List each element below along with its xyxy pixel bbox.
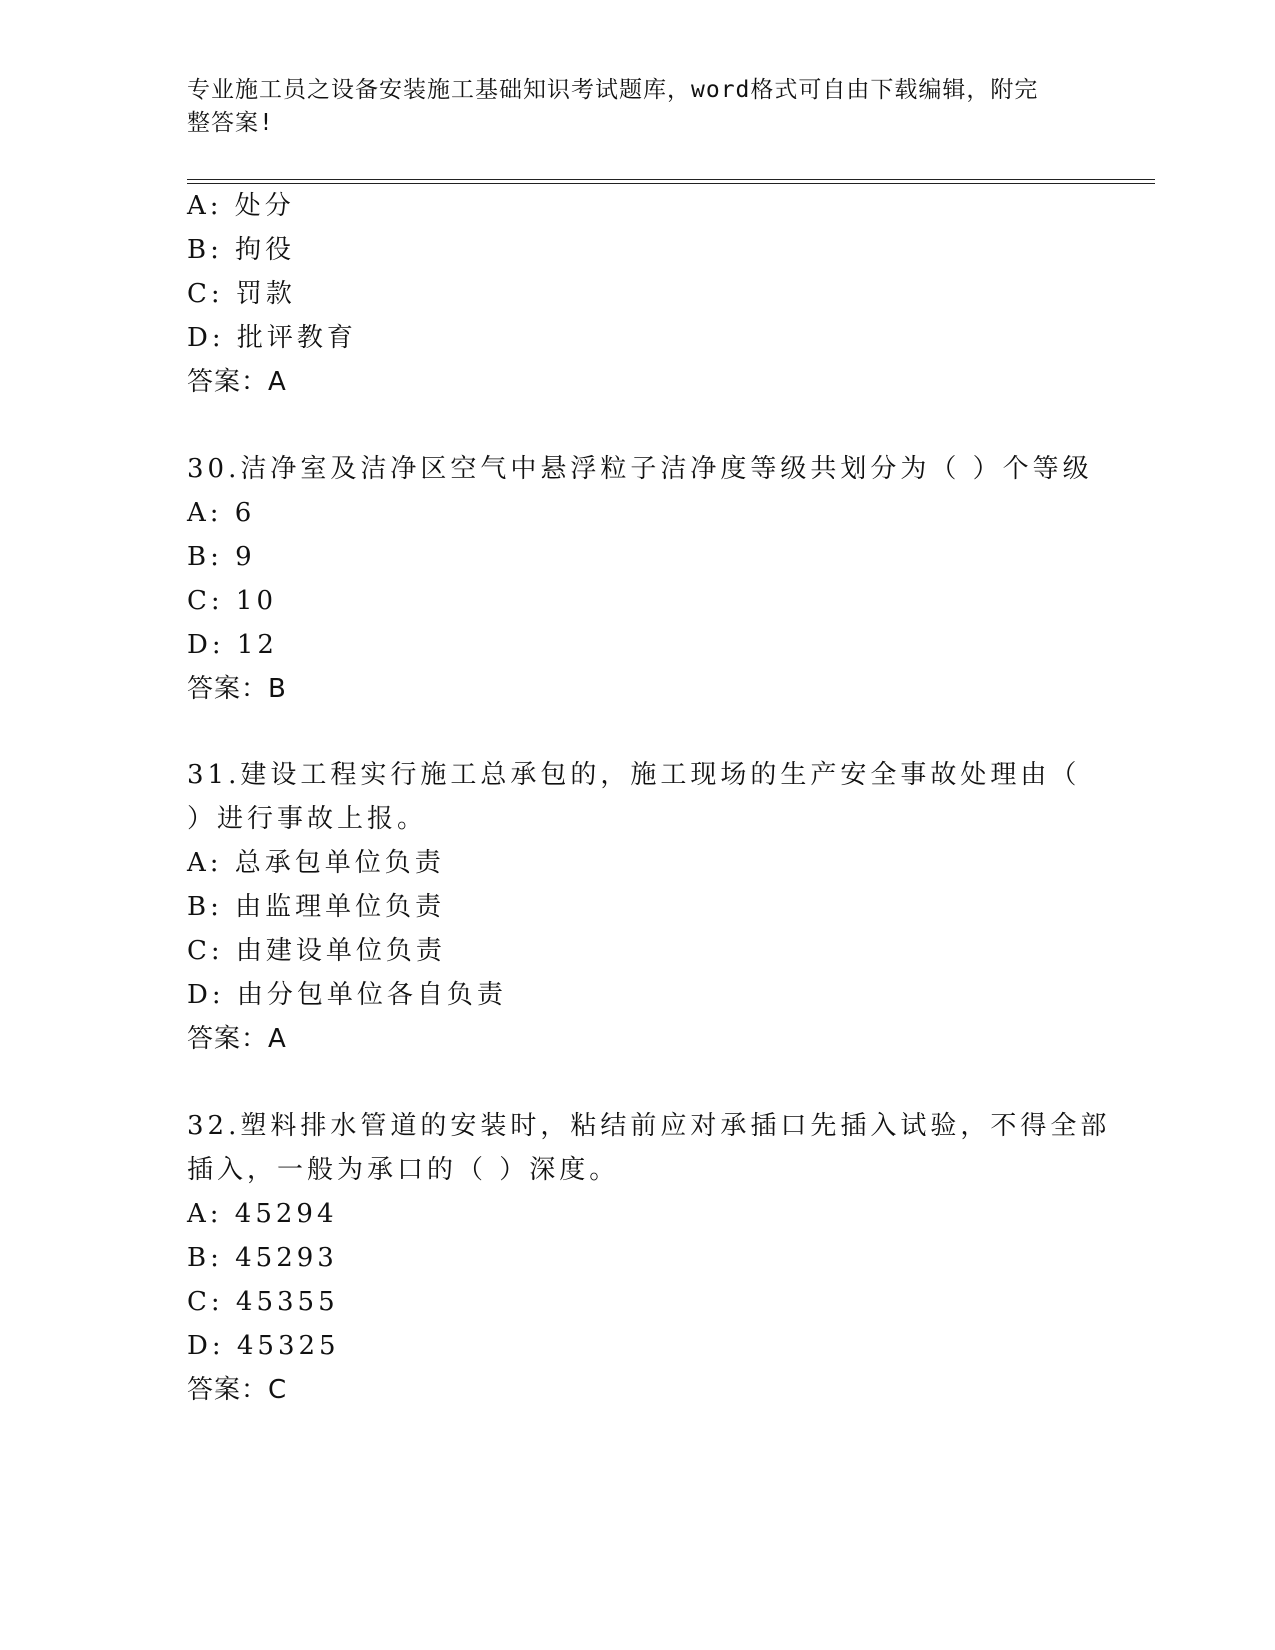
option-b: B: 由监理单位负责 — [187, 892, 446, 922]
option-a: A: 总承包单位负责 — [187, 848, 445, 878]
option-c: C: 10 — [187, 586, 278, 616]
header-divider-bottom — [187, 183, 1155, 184]
option-a: A: 6 — [187, 498, 256, 528]
header-line-1: 专业施工员之设备安装施工基础知识考试题库，word格式可自由下载编辑，附完 — [187, 77, 1039, 103]
option-c: C: 由建设单位负责 — [187, 936, 446, 966]
header-line-2: 整答案! — [187, 110, 274, 136]
option-c: C: 罚款 — [187, 279, 296, 309]
question-text: 30.洁净室及洁净区空气中悬浮粒子洁净度等级共划分为（ ）个等级 — [187, 454, 1093, 484]
question-text-line-1: 32.塑料排水管道的安装时，粘结前应对承插口先插入试验，不得全部 — [187, 1111, 1111, 1141]
document-header — [187, 74, 1067, 140]
question-text-line-1: 31.建设工程实行施工总承包的，施工现场的生产安全事故处理由（ — [187, 760, 1081, 790]
option-d: D: 由分包单位各自负责 — [187, 980, 507, 1010]
option-b: B: 45293 — [187, 1243, 338, 1273]
answer-label: 答案：A — [187, 367, 287, 397]
answer-label: 答案：C — [187, 1375, 288, 1405]
option-a: A: 45294 — [187, 1199, 338, 1229]
option-d: D: 批评教育 — [187, 323, 357, 353]
option-b: B: 9 — [187, 542, 256, 572]
option-a: A: 处分 — [187, 191, 295, 221]
question-text-line-2: ）进行事故上报。 — [187, 804, 428, 834]
option-c: C: 45355 — [187, 1287, 339, 1317]
option-d: D: 45325 — [187, 1331, 340, 1361]
question-text-line-2: 插入，一般为承口的（ ）深度。 — [187, 1155, 620, 1185]
header-divider-top — [187, 179, 1155, 180]
answer-label: 答案：A — [187, 1024, 287, 1054]
option-d: D: 12 — [187, 630, 278, 660]
answer-label: 答案：B — [187, 674, 287, 704]
option-b: B: 拘役 — [187, 235, 296, 265]
